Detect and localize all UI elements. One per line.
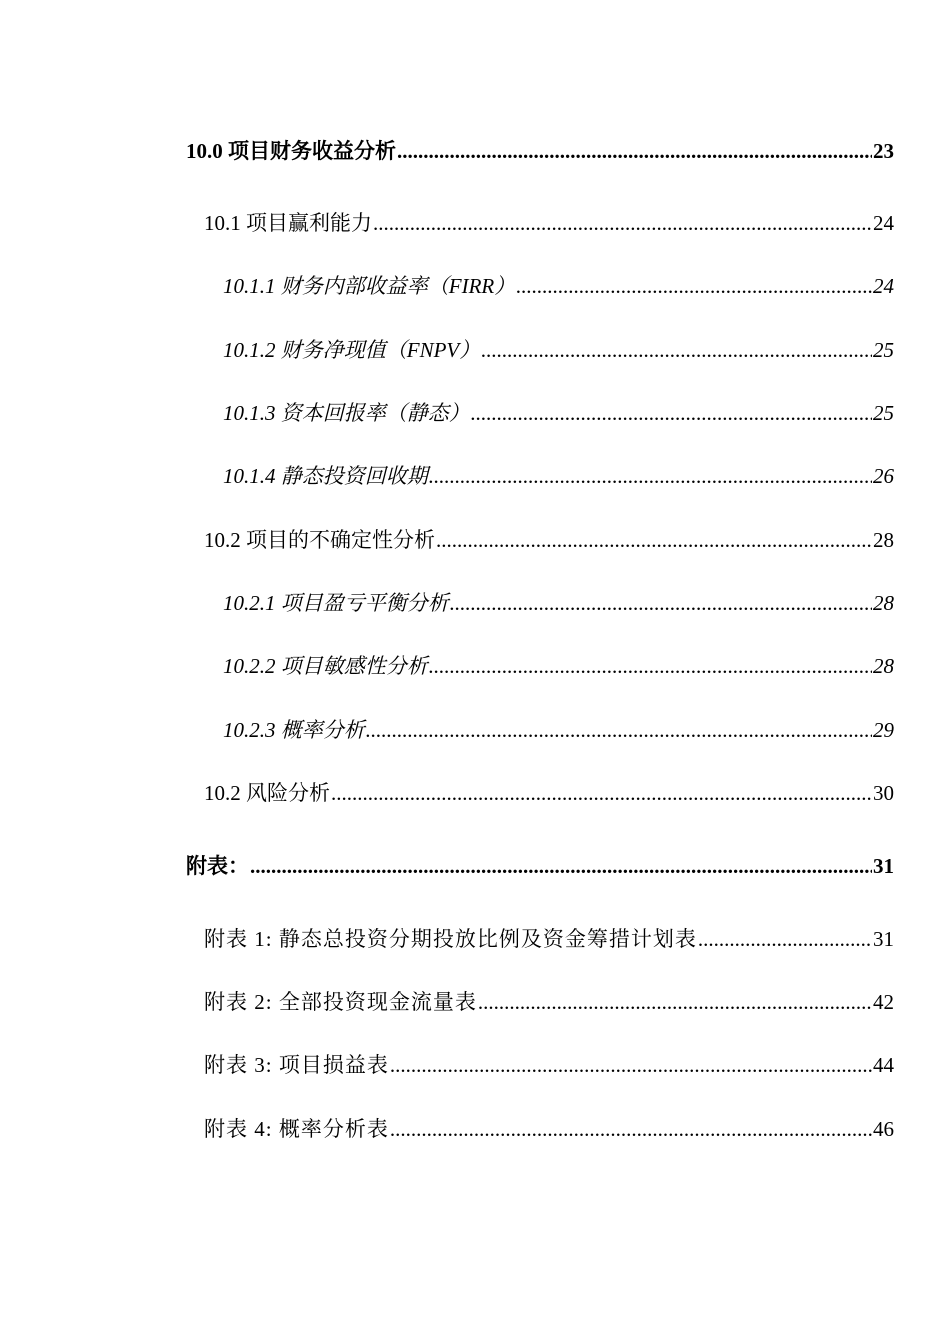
toc-entry-10-1-2[interactable]: [223, 337, 894, 363]
toc-entry-10-1-4[interactable]: [223, 463, 894, 489]
toc-entry-page: 46: [873, 1117, 894, 1141]
toc-entry-page: 31: [873, 854, 894, 878]
toc-leader-dots: [429, 463, 872, 489]
toc-entry-page: 28: [873, 528, 894, 552]
toc-entry-10-2-3[interactable]: [223, 717, 894, 743]
toc-entry-10-1-1[interactable]: [223, 273, 894, 299]
toc-entry-page: 26: [873, 464, 894, 488]
toc-entry-title: 10.2.3 概率分析: [223, 718, 365, 742]
toc-leader-dots: [397, 138, 872, 164]
toc-entry-page: 30: [873, 781, 894, 805]
toc-entry-title: 10.2.1 项目盈亏平衡分析: [223, 591, 449, 615]
toc-entry-10-1[interactable]: [204, 210, 894, 236]
toc-entry-title: 附表 1: 静态总投资分期投放比例及资金筹措计划表: [204, 927, 697, 951]
toc-leader-dots: [331, 780, 872, 806]
toc-leader-dots: [478, 989, 872, 1015]
toc-leader-dots: [471, 400, 872, 426]
toc-leader-dots: [450, 590, 872, 616]
toc-entry-appendix-4[interactable]: [204, 1116, 894, 1142]
toc-entry-page: 24: [873, 274, 894, 298]
toc-entry-title: 10.2.2 项目敏感性分析: [223, 654, 428, 678]
toc-entry-title: 10.1.3 资本回报率（静态）: [223, 401, 470, 425]
toc-entry-page: 29: [873, 718, 894, 742]
toc-leader-dots: [516, 273, 872, 299]
toc-entry-page: 25: [873, 338, 894, 362]
toc-entry-page: 24: [873, 211, 894, 235]
toc-entry-10-2-1[interactable]: [223, 590, 894, 616]
toc-entry-appendix-3[interactable]: [204, 1052, 894, 1078]
toc-entry-10-2-risk[interactable]: [204, 780, 894, 806]
toc-entry-page: 42: [873, 990, 894, 1014]
toc-entry-10-1-3[interactable]: [223, 400, 894, 426]
toc-leader-dots: [250, 853, 872, 879]
toc-entry-page: 28: [873, 654, 894, 678]
toc-entry-title: 附表 4: 概率分析表: [204, 1117, 389, 1141]
toc-entry-appendix[interactable]: [186, 853, 894, 879]
toc-entry-page: 25: [873, 401, 894, 425]
toc-entry-title: 10.1.2 财务净现值（FNPV）: [223, 338, 481, 362]
toc-entry-page: 28: [873, 591, 894, 615]
toc-leader-dots: [436, 527, 872, 553]
toc-entry-title: 附表 3: 项目损益表: [204, 1053, 389, 1077]
toc-entry-page: 44: [873, 1053, 894, 1077]
toc-entry-page: 31: [873, 927, 894, 951]
toc-entry-title: 10.2 风险分析: [204, 781, 330, 805]
toc-entry-title: 附表：: [186, 854, 249, 878]
toc-entry-appendix-1[interactable]: [204, 926, 894, 952]
toc-entry-10-0[interactable]: [186, 138, 894, 164]
toc-leader-dots: [390, 1116, 872, 1142]
toc-entry-title: 附表 2: 全部投资现金流量表: [204, 990, 477, 1014]
toc-leader-dots: [481, 337, 872, 363]
toc-leader-dots: [429, 653, 872, 679]
toc-entry-10-2-2[interactable]: [223, 653, 894, 679]
toc-entry-title: 10.0 项目财务收益分析: [186, 139, 396, 163]
toc-entry-title: 10.1.1 财务内部收益率（FIRR）: [223, 274, 516, 298]
toc-entry-title: 10.2 项目的不确定性分析: [204, 528, 435, 552]
toc-entry-page: 23: [873, 139, 894, 163]
toc-leader-dots: [698, 926, 872, 952]
toc-entry-10-2[interactable]: [204, 527, 894, 553]
toc-entry-title: 10.1.4 静态投资回收期: [223, 464, 428, 488]
toc-leader-dots: [373, 210, 872, 236]
toc-leader-dots: [390, 1052, 872, 1078]
toc-entry-appendix-2[interactable]: [204, 989, 894, 1015]
toc-leader-dots: [366, 717, 872, 743]
toc-entry-title: 10.1 项目赢利能力: [204, 211, 372, 235]
